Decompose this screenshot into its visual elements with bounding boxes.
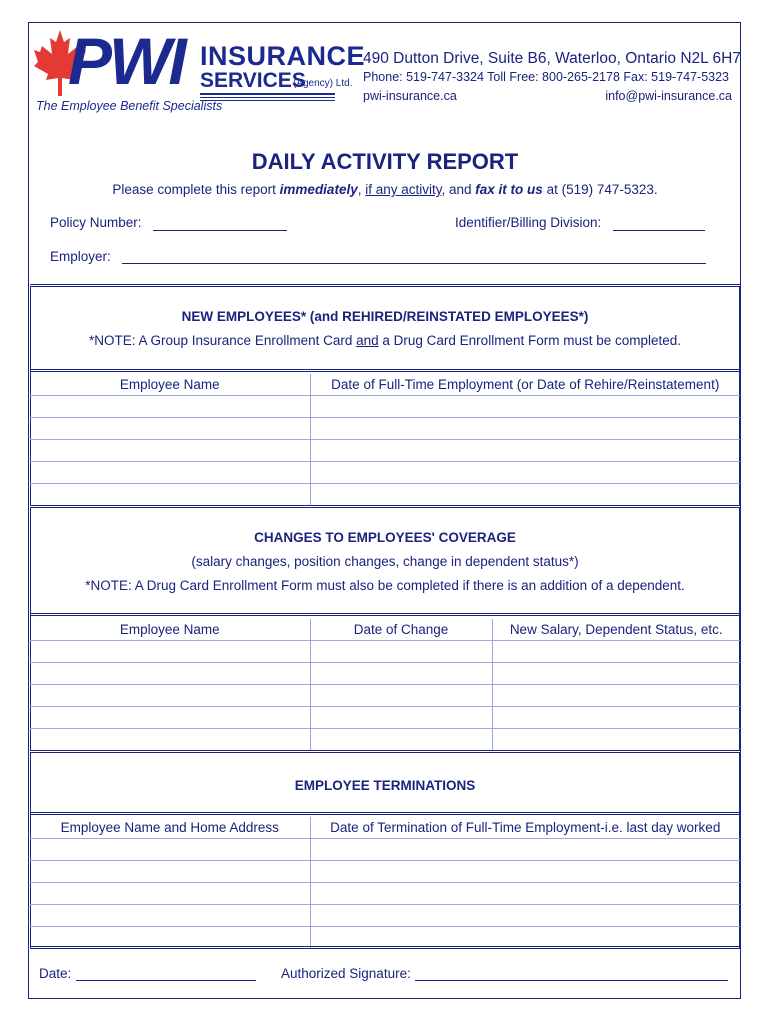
section-divider [30, 284, 740, 287]
policy-number-field[interactable] [153, 230, 287, 231]
instr-text: Please complete this report [112, 182, 280, 197]
column-header: Employee Name [30, 374, 310, 396]
column-header: Date of Change [310, 619, 492, 641]
changes-note: *NOTE: A Drug Card Enrollment Form must also be completed if there is an addition of a dependent. [85, 578, 685, 593]
page-title: DAILY ACTIVITY REPORT [251, 149, 519, 174]
table-cell[interactable] [30, 641, 310, 663]
company-address: 490 Dutton Drive, Suite B6, Waterloo, Ontario N2L 6H7 [363, 50, 741, 67]
table-cell[interactable] [30, 883, 310, 905]
table-cell[interactable] [30, 484, 310, 506]
changes-title: CHANGES TO EMPLOYEES' COVERAGE [254, 530, 516, 545]
company-phone: Phone: 519-747-3324 Toll Free: 800-265-2178 Fax: 519-747-5323 [363, 70, 730, 84]
column-header: Employee Name and Home Address [30, 817, 310, 839]
terminations-title: EMPLOYEE TERMINATIONS [294, 778, 476, 793]
logo-tagline: The Employee Benefit Specialists [36, 99, 223, 113]
table-cell[interactable] [492, 707, 740, 729]
table-cell[interactable] [30, 663, 310, 685]
policy-number-label: Policy Number: [50, 215, 142, 230]
logo-insurance: INSURANCE [200, 41, 366, 71]
table-cell[interactable] [30, 861, 310, 883]
section-divider [30, 750, 740, 753]
column-header: New Salary, Dependent Status, etc. [492, 619, 740, 641]
note-underline: and [356, 333, 379, 348]
table-cell[interactable] [30, 729, 310, 751]
section-divider [30, 812, 740, 815]
table-cell[interactable] [310, 861, 740, 883]
logo-services: SERVICES [200, 69, 306, 92]
table-cell[interactable] [492, 663, 740, 685]
signature-field[interactable] [415, 980, 728, 981]
column-header: Date of Termination of Full-Time Employment-i.e. last day worked [310, 817, 740, 839]
instr-underline: if any activity [365, 182, 442, 197]
table-cell[interactable] [492, 729, 740, 751]
identifier-field[interactable] [613, 230, 705, 231]
logo-rule [200, 93, 335, 95]
table-cell[interactable] [310, 685, 492, 707]
section-divider [30, 369, 740, 372]
logo-agency: (Agency) Ltd. [293, 78, 353, 89]
table-cell[interactable] [310, 396, 740, 418]
table-cell[interactable] [30, 418, 310, 440]
table-cell[interactable] [310, 641, 492, 663]
table-cell[interactable] [30, 707, 310, 729]
section-divider [30, 613, 740, 616]
instructions [0, 182, 770, 197]
column-header: Employee Name [30, 619, 310, 641]
table-cell[interactable] [310, 462, 740, 484]
table-cell[interactable] [310, 905, 740, 927]
table-cell[interactable] [310, 663, 492, 685]
table-cell[interactable] [30, 685, 310, 707]
identifier-label: Identifier/Billing Division: [455, 215, 602, 230]
changes-subtitle: (salary changes, position changes, change in dependent status*) [191, 554, 579, 569]
company-website[interactable]: pwi-insurance.ca [363, 89, 457, 103]
new-employees-table [30, 374, 740, 506]
table-cell[interactable] [310, 839, 740, 861]
employer-field[interactable] [122, 263, 706, 264]
logo-rule [200, 97, 335, 98]
table-cell[interactable] [30, 839, 310, 861]
instr-text: at (519) 747-5323. [542, 182, 658, 197]
column-header: Date of Full-Time Employment (or Date of Rehire/Reinstatement) [310, 374, 740, 396]
logo-wordmark: PWI [68, 24, 184, 98]
table-cell[interactable] [310, 729, 492, 751]
company-email[interactable]: info@pwi-insurance.ca [605, 89, 732, 103]
table-cell[interactable] [492, 685, 740, 707]
table-cell[interactable] [310, 440, 740, 462]
table-cell[interactable] [310, 707, 492, 729]
instr-emphasis: immediately [279, 182, 358, 197]
section-divider [30, 946, 740, 949]
new-employees-note [0, 333, 770, 348]
section-divider [30, 505, 740, 508]
note-text: *NOTE: A Group Insurance Enrollment Card [88, 333, 357, 348]
date-label: Date: [39, 966, 72, 981]
signature-label: Authorized Signature: [281, 966, 411, 981]
table-cell[interactable] [30, 440, 310, 462]
instr-text: , [357, 182, 366, 197]
note-text: a Drug Card Enrollment Form must be completed. [378, 333, 682, 348]
table-cell[interactable] [492, 641, 740, 663]
table-cell[interactable] [30, 396, 310, 418]
instr-emphasis: fax it to us [475, 182, 543, 197]
table-cell[interactable] [30, 905, 310, 927]
table-cell[interactable] [310, 418, 740, 440]
table-cell[interactable] [310, 883, 740, 905]
table-cell[interactable] [30, 462, 310, 484]
changes-table [30, 619, 740, 751]
date-field[interactable] [76, 980, 256, 981]
employer-label: Employer: [50, 249, 111, 264]
terminations-table [30, 817, 740, 949]
new-employees-title: NEW EMPLOYEES* (and REHIRED/REINSTATED EMPLOYEES*) [181, 309, 589, 324]
instr-text: , and [441, 182, 476, 197]
table-cell[interactable] [310, 484, 740, 506]
